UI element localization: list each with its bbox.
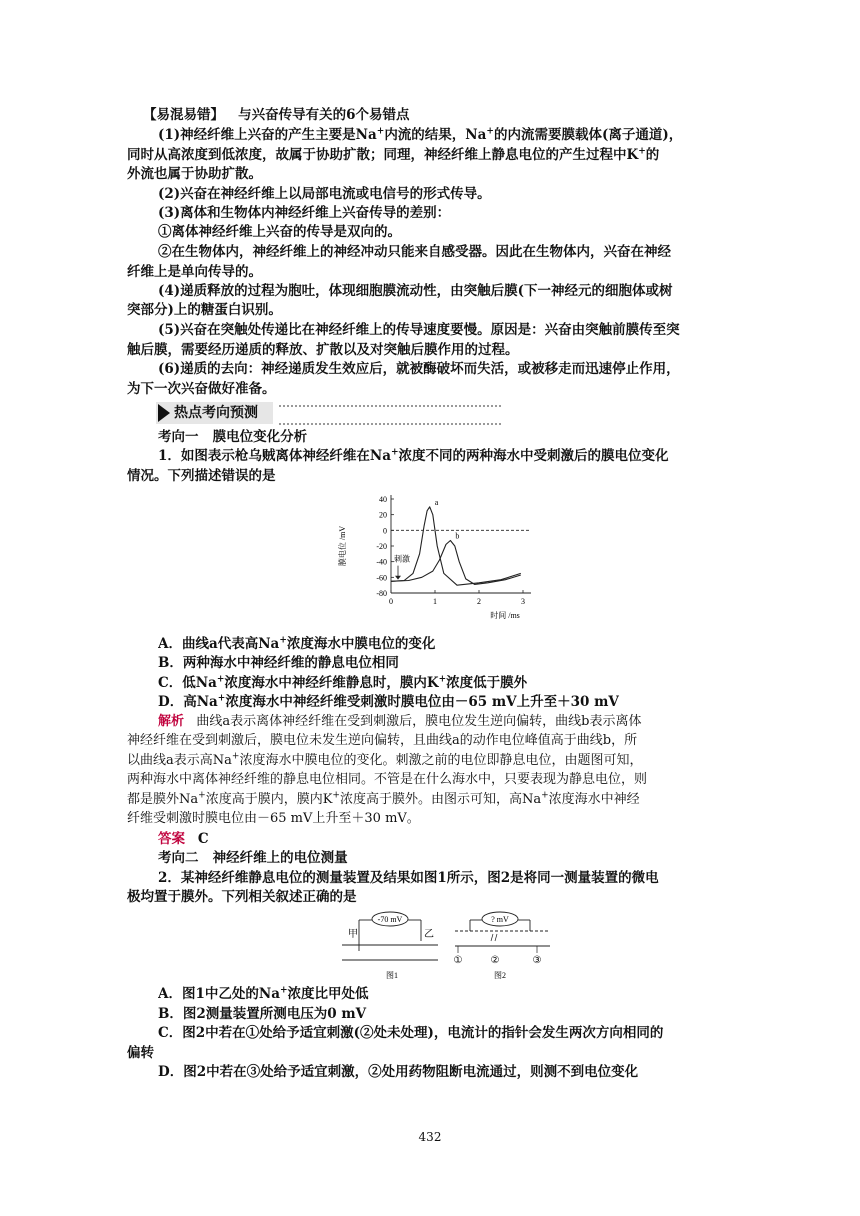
superscript: +	[541, 790, 549, 801]
tips-heading-tag: 【易混易错】	[143, 107, 224, 123]
question-1-stem	[158, 446, 738, 466]
answer-value: C	[197, 831, 209, 847]
y-tick-label: -20	[376, 542, 387, 551]
analysis-line-3	[127, 751, 737, 771]
series-b-line	[391, 541, 521, 585]
analysis-text: 浓度海水中神经	[548, 792, 640, 807]
tip-text: 内流的结果，Na	[384, 127, 487, 143]
tip-4-cont: 突部分)上的糖蛋白识别。	[127, 302, 282, 318]
answer-label: 答案	[158, 831, 185, 847]
figure-1	[342, 912, 438, 980]
option-text: 浓度低于膜外	[446, 675, 528, 691]
superscript: +	[390, 447, 399, 458]
option-text: 浓度比甲处低	[287, 986, 369, 1002]
y-tick-label: -40	[376, 557, 387, 567]
series-b-label: b	[455, 531, 460, 541]
analysis-text: 曲线a表示离体神经纤维在受到刺激后，膜电位发生逆向偏转，曲线b表示离体	[196, 714, 642, 729]
banner-title: 热点考向预测	[174, 405, 258, 421]
option-text: 浓度海水中神经纤维受刺激时膜电位由－65 mV上升至＋30 mV	[225, 694, 619, 710]
x-tick-label: 2	[477, 597, 481, 606]
tip-5	[158, 320, 738, 340]
q2-option-b: B．图2测量装置所测电压为0 mV	[158, 1006, 367, 1022]
tip-text: 离体和生物体内神经纤维上兴奋传导的差别：	[180, 205, 451, 221]
x-tick-label: 0	[389, 597, 393, 606]
superscript: +	[217, 693, 226, 704]
superscript: +	[279, 635, 287, 646]
chevron-right-icon	[158, 404, 170, 422]
tip-2	[158, 184, 738, 204]
analysis-line-4: 两种海水中离体神经纤维的静息电位相同。不管是在什么海水中，只要表现为静息电位，则	[127, 772, 648, 787]
x-axis-label: 时间 /ms	[490, 611, 520, 620]
superscript: +	[198, 790, 206, 801]
direction-title: 膜电位变化分析	[212, 429, 308, 445]
analysis-text: 浓度高于膜外。由图示可知，高Na	[339, 792, 542, 807]
y-tick-label: 20	[379, 510, 387, 520]
tip-label: (1)	[158, 127, 181, 143]
question-2-stem-cont: 极均置于膜外。下列相关叙述正确的是	[127, 889, 357, 905]
y-axis-label: 膜电位 /mV	[338, 525, 347, 567]
q2-option-c: C．图2中若在①处给予适宜刺激(②处未处理)，电流计的指针会发生两次方向相同的	[158, 1025, 664, 1041]
q1-option-d	[158, 692, 738, 712]
tip-text: 神经纤维上兴奋的产生主要是Na	[180, 127, 377, 143]
option-text: A．曲线a代表高Na	[158, 636, 280, 652]
question-2-stem: 2．某神经纤维静息电位的测量装置及结果如图1所示，图2是将同一测量装置的微电	[158, 870, 659, 886]
tip-6-cont: 为下一次兴奋做好准备。	[127, 381, 276, 397]
tip-label: (6)	[158, 361, 181, 377]
figure-2	[454, 912, 550, 980]
series-a-line	[391, 507, 521, 585]
tip-5-cont: 触后膜，需要经历递质的释放、扩散以及对突触后膜作用的过程。	[127, 342, 519, 358]
point-3-label: ③	[532, 955, 542, 966]
tip-3	[158, 203, 738, 223]
superscript: +	[279, 985, 288, 996]
tip-text: 递质的去向：神经递质发生效应后，就被酶破坏而失活，或被移走而迅速停止作用，	[180, 361, 680, 377]
banner-dotted-rule	[279, 405, 501, 425]
analysis-text: 浓度高于膜内，膜内K	[205, 792, 333, 807]
q2-option-c-cont: 偏转	[127, 1045, 154, 1061]
tip-3-2-cont: 纤维上是单向传导的。	[127, 264, 262, 280]
block-mark-icon	[491, 934, 497, 941]
y-tick-label: 40	[379, 495, 387, 504]
tip-label: (4)	[158, 283, 181, 299]
superscript: +	[486, 126, 494, 137]
analysis-line-6: 纤维受刺激时膜电位由－65 mV上升至＋30 mV。	[127, 811, 420, 826]
q2-option-d: D．图2中若在③处给予适宜刺激，②处用药物阻断电流通过，则测不到电位变化	[158, 1064, 639, 1080]
question-1-stem-cont: 情况。下列描述错误的是	[127, 468, 276, 484]
fig1-reading: -70 mV	[377, 915, 403, 924]
analysis-line-1	[158, 712, 738, 732]
option-text: 浓度海水中膜电位的变化	[286, 636, 436, 652]
tip-text: 兴奋在神经纤维上以局部电流或电信号的形式传导。	[180, 186, 491, 202]
fig1-left-label: 甲	[348, 929, 358, 940]
electrode-figures	[340, 906, 555, 986]
x-tick-label: 1	[433, 597, 437, 606]
option-text: C．低Na	[158, 675, 217, 691]
superscript: +	[376, 126, 385, 137]
point-1-label: ①	[453, 955, 463, 966]
tip-label: (3)	[158, 205, 181, 221]
direction-title: 神经纤维上的电位测量	[212, 850, 348, 866]
superscript: +	[231, 751, 240, 762]
tip-text: 的	[645, 147, 660, 163]
tip-3-2: ②在生物体内，神经纤维上的神经冲动只能来自感受器。因此在生物体内，兴奋在神经	[158, 244, 671, 260]
tip-1-line-2	[127, 145, 737, 165]
tips-heading-title: 与兴奋传导有关的6个易错点	[238, 107, 410, 123]
superscript: +	[216, 674, 225, 685]
tip-4	[158, 281, 738, 301]
fig1-caption: 图1	[386, 971, 398, 980]
tip-label: (5)	[158, 322, 181, 338]
analysis-line-5	[127, 790, 737, 810]
tip-text: 递质释放的过程为胞吐，体现细胞膜流动性，由突触后膜(下一神经元的细胞体或树	[180, 283, 673, 299]
answer-line	[158, 829, 738, 849]
fig2-caption: 图2	[494, 971, 506, 980]
analysis-label: 解析	[158, 714, 185, 729]
series-a-label: a	[434, 497, 439, 507]
superscript: +	[438, 674, 447, 685]
analysis-text: 浓度海水中膜电位的变化。刺激之前的电位即静息电位，由题图可知，	[239, 753, 643, 768]
fig1-right-label: 乙	[424, 929, 434, 940]
fig2-reading: ? mV	[491, 915, 509, 924]
q2-option-a	[158, 984, 738, 1004]
option-text: 浓度海水中神经纤维静息时，膜内K	[224, 675, 439, 691]
direction-2-heading	[158, 848, 738, 868]
arrow-head-icon	[395, 576, 401, 580]
direction-1-heading	[158, 427, 738, 447]
analysis-text: 以曲线a表示高Na	[127, 753, 232, 768]
tip-3-1: ①离体神经纤维上兴奋的传导是双向的。	[158, 224, 401, 240]
q1-option-a	[158, 634, 738, 654]
analysis-line-2: 神经纤维在受到刺激后，膜电位未发生逆向偏转，且曲线a的动作电位峰值高于曲线b，所	[127, 733, 638, 748]
x-tick-label: 3	[521, 597, 525, 606]
y-tick-label: -80	[376, 589, 387, 598]
stem-text: 浓度不同的两种海水中受刺激后的膜电位变化	[398, 448, 669, 464]
direction-label: 考向一	[158, 429, 199, 445]
tip-1-line-1	[158, 125, 738, 145]
stem-text: 1．如图表示枪乌贼离体神经纤维在Na	[158, 448, 391, 464]
tips-heading	[143, 105, 753, 125]
y-tick-label: 0	[383, 526, 387, 536]
tip-text: 的内流需要膜载体(离子通道)，	[493, 127, 683, 143]
q1-option-b: B．两种海水中神经纤维的静息电位相同	[158, 655, 399, 671]
option-text: A．图1中乙处的Na	[158, 986, 280, 1002]
tip-label: (2)	[158, 186, 181, 202]
y-tick-label: -60	[376, 573, 387, 583]
analysis-text: 都是膜外Na	[127, 792, 199, 807]
option-text: D．高Na	[158, 694, 218, 710]
superscript: +	[332, 790, 340, 801]
tip-1-line-3: 外流也属于协助扩散。	[127, 166, 262, 182]
page-number: 432	[418, 1130, 442, 1144]
q1-option-c	[158, 673, 738, 693]
tip-text: 兴奋在突触处传递比在神经纤维上的传导速度要慢。原因是：兴奋由突触前膜传至突	[180, 322, 680, 338]
section-banner	[156, 402, 501, 424]
membrane-potential-chart	[335, 487, 550, 629]
superscript: +	[638, 146, 646, 157]
tip-text: 同时从高浓度到低浓度，故属于协助扩散；同理，神经纤维上静息电位的产生过程中K	[127, 147, 639, 163]
direction-label: 考向二	[158, 850, 199, 866]
point-2-label: ②	[490, 955, 500, 966]
tip-6	[158, 359, 738, 379]
stimulus-annotation: 刺激	[394, 554, 410, 564]
